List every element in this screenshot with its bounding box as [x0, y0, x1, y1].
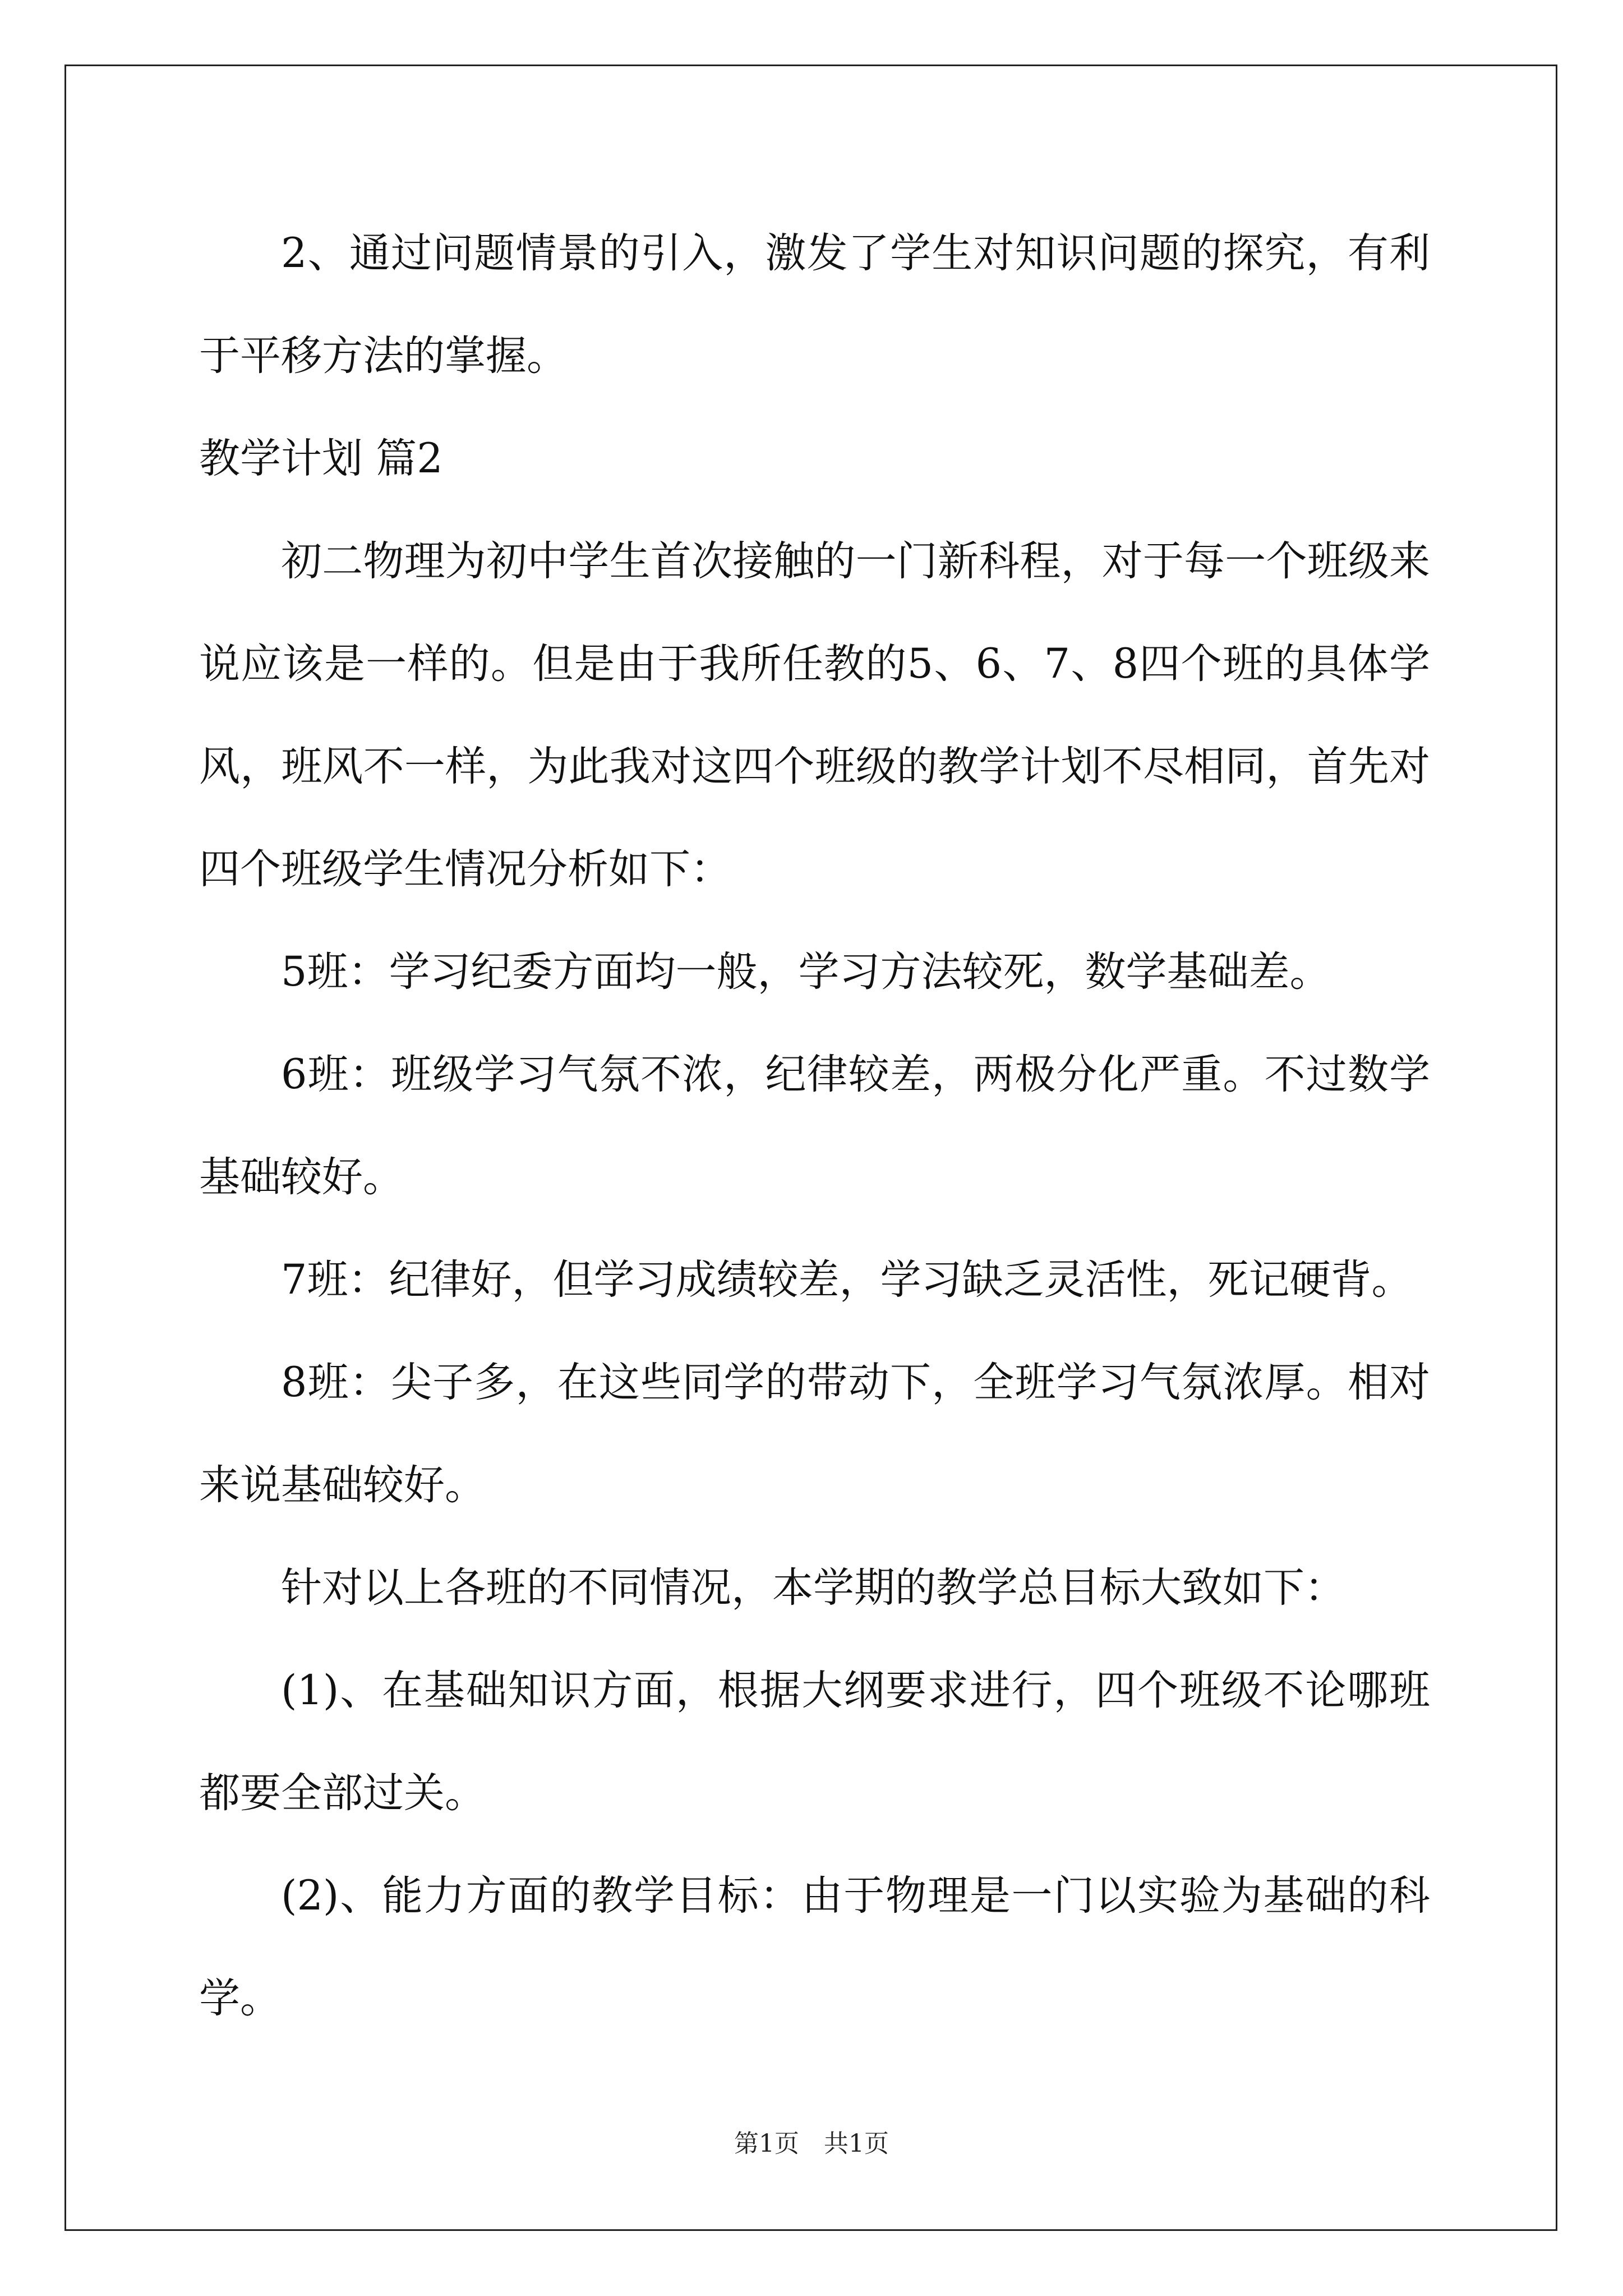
paragraph-goal-1: (1)、在基础知识方面，根据大纲要求进行，四个班级不论哪班都要全部过关。	[199, 1667, 1430, 1817]
paragraph-class-6: 6班：班级学习气氛不浓，纪律较差，两极分化严重。不过数学基础较好。	[199, 1051, 1430, 1201]
paragraph-class-7: 7班：纪律好，但学习成绩较差，学习缺乏灵活性，死记硬背。	[281, 1256, 1413, 1304]
paragraph-intro: 初二物理为初中学生首次接触的一门新科程，对于每一个班级来说应该是一样的。但是由于我所任教的5、6、7、8四个班的具体学风，班风不一样，为此我对这四个班级的教学计划不尽相同，首先对四个班级学生情况分析如下：	[199, 537, 1430, 893]
paragraph-class-5: 5班：学习纪委方面均一般，学习方法较死，数学基础差。	[281, 948, 1331, 996]
paragraph-goals-intro: 针对以上各班的不同情况，本学期的教学总目标大致如下：	[281, 1564, 1345, 1612]
document-body	[199, 202, 1430, 2050]
paragraph-goal-2: (2)、能力方面的教学目标：由于物理是一门以实验为基础的科学。	[199, 1872, 1430, 2022]
page-footer: 第1页 共1页	[734, 2129, 889, 2158]
paragraph-1: 2、通过问题情景的引入，激发了学生对知识问题的探究，有利于平移方法的掌握。	[199, 229, 1430, 380]
section-heading: 教学计划 篇2	[199, 435, 443, 482]
paragraph-class-8: 8班：尖子多，在这些同学的带动下，全班学习气氛浓厚。相对来说基础较好。	[199, 1359, 1430, 1509]
